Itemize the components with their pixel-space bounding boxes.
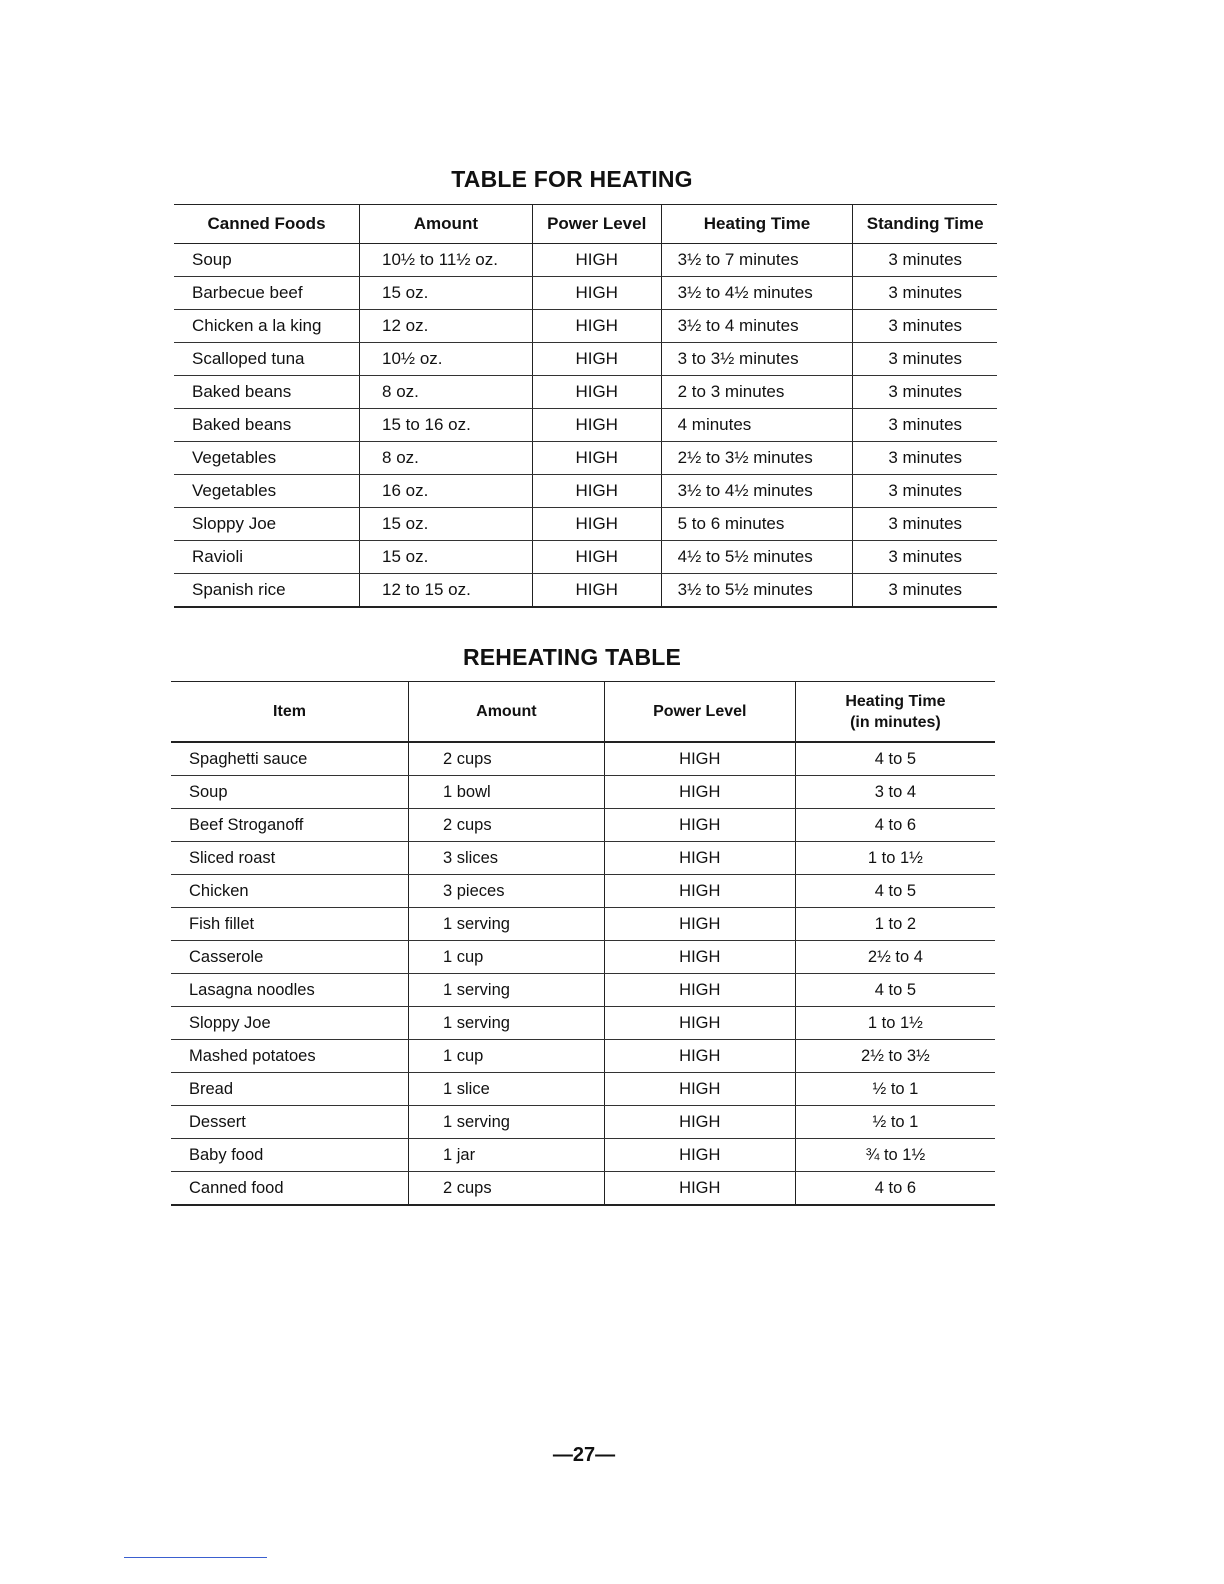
table-row — [174, 409, 997, 442]
cell-amount: 15 oz. — [360, 541, 533, 574]
cell-heating-time: 1 to 2 — [795, 908, 995, 941]
cell-heating-time: 3 to 4 — [795, 776, 995, 809]
table-row — [174, 310, 997, 343]
table-row — [174, 442, 997, 475]
heating-table-title: TABLE FOR HEATING — [451, 166, 693, 192]
cell-heating-time: 5 to 6 minutes — [661, 508, 853, 541]
cell-item: Soup — [171, 776, 409, 809]
column-header-power-level: Power Level — [604, 682, 795, 743]
cell-heating-time: ½ to 1 — [795, 1106, 995, 1139]
cell-heating-time: 4 to 6 — [795, 809, 995, 842]
table-row — [171, 875, 995, 908]
cell-item: Lasagna noodles — [171, 974, 409, 1007]
cell-heating-time: 1 to 1½ — [795, 1007, 995, 1040]
cell-standing-time: 3 minutes — [853, 541, 997, 574]
reheating-table-header-row — [171, 682, 995, 743]
cell-standing-time: 3 minutes — [853, 277, 997, 310]
table-row — [174, 244, 997, 277]
cell-amount: 1 cup — [409, 1040, 605, 1073]
cell-canned-food: Vegetables — [174, 442, 360, 475]
reheating-table-body — [171, 742, 995, 1205]
cell-amount: 10½ oz. — [360, 343, 533, 376]
cell-amount: 8 oz. — [360, 376, 533, 409]
cell-canned-food: Baked beans — [174, 376, 360, 409]
cell-heating-time: 4 minutes — [661, 409, 853, 442]
cell-amount: 1 cup — [409, 941, 605, 974]
cell-power-level: HIGH — [532, 475, 661, 508]
table-row — [174, 277, 997, 310]
cell-amount: 12 to 15 oz. — [360, 574, 533, 608]
table-row — [174, 541, 997, 574]
heating-time-label: Heating Time — [845, 692, 946, 710]
cell-power-level: HIGH — [604, 776, 795, 809]
cell-heating-time: 3½ to 5½ minutes — [661, 574, 853, 608]
cell-amount: 1 bowl — [409, 776, 605, 809]
cell-amount: 2 cups — [409, 1172, 605, 1206]
cell-heating-time: 3½ to 7 minutes — [661, 244, 853, 277]
heating-table-body — [174, 244, 997, 608]
table-row — [171, 842, 995, 875]
column-header-power-level: Power Level — [532, 205, 661, 244]
cell-item: Sliced roast — [171, 842, 409, 875]
cell-canned-food: Baked beans — [174, 409, 360, 442]
table-row — [171, 908, 995, 941]
cell-power-level: HIGH — [604, 1106, 795, 1139]
cell-power-level: HIGH — [604, 842, 795, 875]
column-header-heating-time — [795, 682, 995, 743]
cell-item: Spaghetti sauce — [171, 742, 409, 776]
column-header-item: Item — [171, 682, 409, 743]
cell-amount: 15 oz. — [360, 508, 533, 541]
cell-power-level: HIGH — [532, 310, 661, 343]
cell-power-level: HIGH — [532, 541, 661, 574]
cell-power-level: HIGH — [532, 376, 661, 409]
cell-canned-food: Ravioli — [174, 541, 360, 574]
table-row — [171, 742, 995, 776]
cell-heating-time: 3½ to 4½ minutes — [661, 277, 853, 310]
cell-amount: 1 jar — [409, 1139, 605, 1172]
cell-item: Casserole — [171, 941, 409, 974]
cell-amount: 10½ to 11½ oz. — [360, 244, 533, 277]
cell-amount: 3 slices — [409, 842, 605, 875]
cell-item: Mashed potatoes — [171, 1040, 409, 1073]
table-row — [174, 574, 997, 608]
cell-amount: 1 serving — [409, 1007, 605, 1040]
table-row — [174, 343, 997, 376]
cell-heating-time: ¾ to 1½ — [795, 1139, 995, 1172]
cell-power-level: HIGH — [604, 1139, 795, 1172]
cell-canned-food: Spanish rice — [174, 574, 360, 608]
cell-power-level: HIGH — [604, 875, 795, 908]
cell-power-level: HIGH — [604, 1172, 795, 1206]
cell-canned-food: Soup — [174, 244, 360, 277]
table-row — [174, 376, 997, 409]
cell-power-level: HIGH — [532, 574, 661, 608]
column-header-amount: Amount — [360, 205, 533, 244]
cell-amount: 3 pieces — [409, 875, 605, 908]
heating-table — [174, 204, 997, 608]
cell-heating-time: 3½ to 4 minutes — [661, 310, 853, 343]
cell-heating-time: ½ to 1 — [795, 1073, 995, 1106]
heating-table-header-row — [174, 205, 997, 244]
cell-item: Baby food — [171, 1139, 409, 1172]
table-row — [171, 1139, 995, 1172]
cell-heating-time: 3½ to 4½ minutes — [661, 475, 853, 508]
cell-canned-food: Chicken a la king — [174, 310, 360, 343]
cell-power-level: HIGH — [532, 409, 661, 442]
cell-amount: 1 serving — [409, 908, 605, 941]
table-row — [171, 941, 995, 974]
cell-amount: 15 oz. — [360, 277, 533, 310]
cell-amount: 1 serving — [409, 974, 605, 1007]
cell-canned-food: Sloppy Joe — [174, 508, 360, 541]
cell-power-level: HIGH — [604, 1040, 795, 1073]
cell-item: Fish fillet — [171, 908, 409, 941]
cell-heating-time: 4½ to 5½ minutes — [661, 541, 853, 574]
cell-power-level: HIGH — [532, 244, 661, 277]
cell-item: Bread — [171, 1073, 409, 1106]
cell-standing-time: 3 minutes — [853, 244, 997, 277]
table-row — [171, 809, 995, 842]
cell-power-level: HIGH — [532, 277, 661, 310]
cell-item: Beef Stroganoff — [171, 809, 409, 842]
cell-amount: 1 serving — [409, 1106, 605, 1139]
cell-amount: 2 cups — [409, 809, 605, 842]
cell-standing-time: 3 minutes — [853, 508, 997, 541]
cell-power-level: HIGH — [532, 442, 661, 475]
cell-amount: 1 slice — [409, 1073, 605, 1106]
heating-time-unit-label: (in minutes) — [850, 713, 941, 731]
cell-standing-time: 3 minutes — [853, 442, 997, 475]
cell-standing-time: 3 minutes — [853, 343, 997, 376]
cell-power-level: HIGH — [604, 742, 795, 776]
cell-power-level: HIGH — [604, 1007, 795, 1040]
cell-canned-food: Vegetables — [174, 475, 360, 508]
cell-heating-time: 1 to 1½ — [795, 842, 995, 875]
reheating-table-title: REHEATING TABLE — [462, 644, 682, 670]
cell-power-level: HIGH — [604, 1073, 795, 1106]
cell-standing-time: 3 minutes — [853, 409, 997, 442]
cell-heating-time: 2½ to 3½ minutes — [661, 442, 853, 475]
cell-heating-time: 2 to 3 minutes — [661, 376, 853, 409]
cell-canned-food: Barbecue beef — [174, 277, 360, 310]
table-row — [171, 1172, 995, 1206]
cell-amount: 12 oz. — [360, 310, 533, 343]
cell-power-level: HIGH — [604, 941, 795, 974]
reheating-table — [171, 681, 995, 1206]
cell-power-level: HIGH — [604, 908, 795, 941]
table-row — [171, 1007, 995, 1040]
cell-heating-time: 3 to 3½ minutes — [661, 343, 853, 376]
column-header-amount: Amount — [409, 682, 605, 743]
table-row — [174, 508, 997, 541]
cell-item: Sloppy Joe — [171, 1007, 409, 1040]
cell-item: Chicken — [171, 875, 409, 908]
cell-amount: 15 to 16 oz. — [360, 409, 533, 442]
cell-heating-time: 4 to 5 — [795, 742, 995, 776]
cell-heating-time: 2½ to 4 — [795, 941, 995, 974]
cell-heating-time: 4 to 5 — [795, 974, 995, 1007]
table-row — [171, 1073, 995, 1106]
table-row — [171, 1040, 995, 1073]
cell-canned-food: Scalloped tuna — [174, 343, 360, 376]
cell-amount: 8 oz. — [360, 442, 533, 475]
cell-standing-time: 3 minutes — [853, 376, 997, 409]
cell-standing-time: 3 minutes — [853, 475, 997, 508]
page-number: —27— — [552, 1444, 616, 1466]
cell-standing-time: 3 minutes — [853, 574, 997, 608]
table-row — [171, 776, 995, 809]
cell-standing-time: 3 minutes — [853, 310, 997, 343]
cell-amount: 2 cups — [409, 742, 605, 776]
cell-item: Canned food — [171, 1172, 409, 1206]
table-row — [171, 1106, 995, 1139]
table-row — [174, 475, 997, 508]
cell-power-level: HIGH — [604, 974, 795, 1007]
cell-power-level: HIGH — [532, 508, 661, 541]
cell-heating-time: 2½ to 3½ — [795, 1040, 995, 1073]
cell-power-level: HIGH — [532, 343, 661, 376]
footer-rule — [124, 1557, 267, 1558]
cell-amount: 16 oz. — [360, 475, 533, 508]
column-header-standing-time: Standing Time — [853, 205, 997, 244]
cell-item: Dessert — [171, 1106, 409, 1139]
cell-heating-time: 4 to 6 — [795, 1172, 995, 1206]
column-header-canned-foods: Canned Foods — [174, 205, 360, 244]
table-row — [171, 974, 995, 1007]
cell-heating-time: 4 to 5 — [795, 875, 995, 908]
column-header-heating-time: Heating Time — [661, 205, 853, 244]
cell-power-level: HIGH — [604, 809, 795, 842]
